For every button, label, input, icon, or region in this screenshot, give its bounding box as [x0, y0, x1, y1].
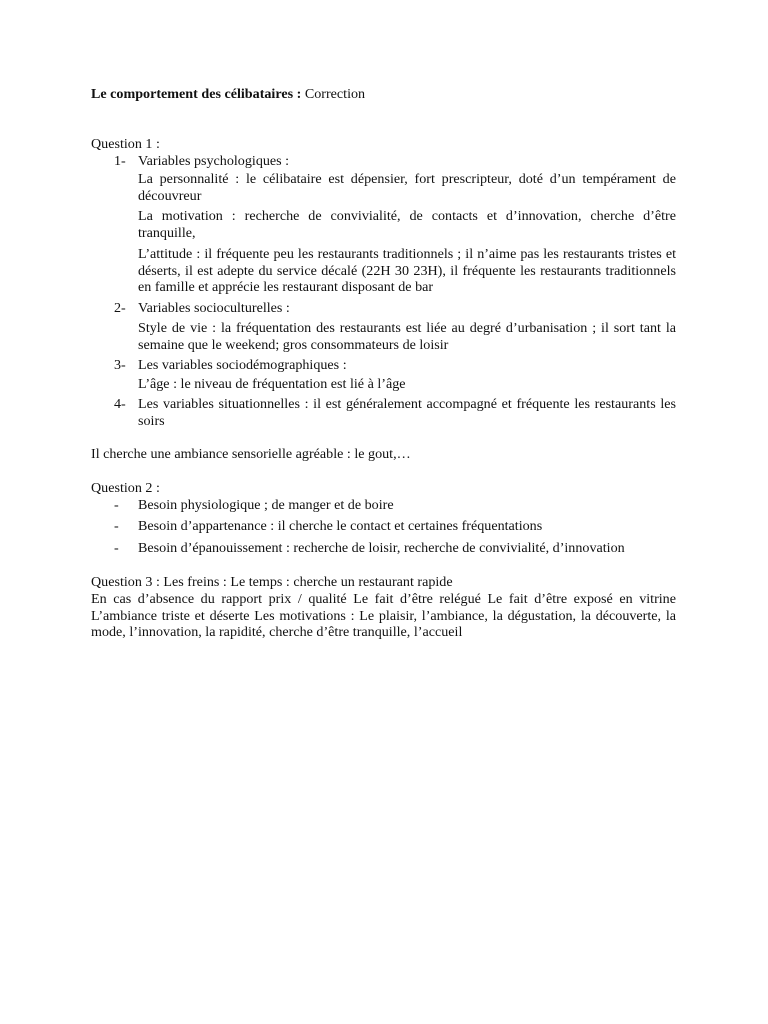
q1-item-3-number: 3- [114, 357, 126, 373]
q1-item-1-para-1: La personnalité : le célibataire est dépensier, fort prescripteur, doté d’un tempérament de découvreur [138, 171, 676, 204]
q2-item-3-text: Besoin d’épanouissement : recherche de loisir, recherche de convivialité, d’innovation [138, 540, 625, 556]
q1-item-1-label: Variables psychologiques : [138, 153, 290, 169]
q1-item-3-label: Les variables sociodémographiques : [138, 357, 347, 373]
question-1-heading: Question 1 : [91, 136, 160, 152]
q1-item-2-label: Variables socioculturelles : [138, 300, 290, 316]
q1-item-3-para-1: L’âge : le niveau de fréquentation est lié à l’âge [138, 376, 406, 392]
q1-item-1-number: 1- [114, 153, 126, 169]
q1-conclusion: Il cherche une ambiance sensorielle agréable : le gout,… [91, 446, 411, 462]
q1-item-1-para-2: La motivation : recherche de convivialité, de contacts et d’innovation, cherche d’être tranquille, [138, 208, 676, 241]
q2-item-1-bullet: - [114, 497, 119, 513]
document-title [91, 86, 365, 103]
q2-item-2-bullet: - [114, 518, 119, 534]
q2-item-3-bullet: - [114, 540, 119, 556]
question-2-heading: Question 2 : [91, 480, 160, 496]
q1-item-4-label: Les variables situationnelles : il est généralement accompagné et fréquente les restaurants les soirs [138, 396, 676, 429]
title-bold: Le comportement des célibataires : [91, 86, 302, 102]
q2-item-1-text: Besoin physiologique ; de manger et de boire [138, 497, 394, 513]
q1-item-1-para-3: L’attitude : il fréquente peu les restaurants traditionnels ; il n’aime pas les restaurants tristes et déserts, il est adepte du service décalé (22H 30 23H), il fréquente les restaurants traditionnels en famille et apprécie les restaurant disposant de bar [138, 246, 676, 295]
question-3-heading: Question 3 : Les freins : Le temps : cherche un restaurant rapide [91, 574, 453, 590]
q1-item-4-number: 4- [114, 396, 126, 412]
q2-item-2-text: Besoin d’appartenance : il cherche le contact et certaines fréquentations [138, 518, 543, 534]
question-3-body: En cas d’absence du rapport prix / qualité Le fait d’être relégué Le fait d’être exposé en vitrine L’ambiance triste et déserte Les motivations : Le plaisir, l’ambiance, la dégustation, la découverte, la mode, l’innovation, la rapidité, cherche d’être tranquille, l’accueil [91, 591, 676, 640]
title-rest: Correction [301, 86, 366, 102]
q1-item-2-number: 2- [114, 300, 126, 316]
q1-item-2-para-1: Style de vie : la fréquentation des restaurants est liée au degré d’urbanisation ; il sort tant la semaine que le weekend; gros consommateurs de loisir [138, 320, 676, 353]
